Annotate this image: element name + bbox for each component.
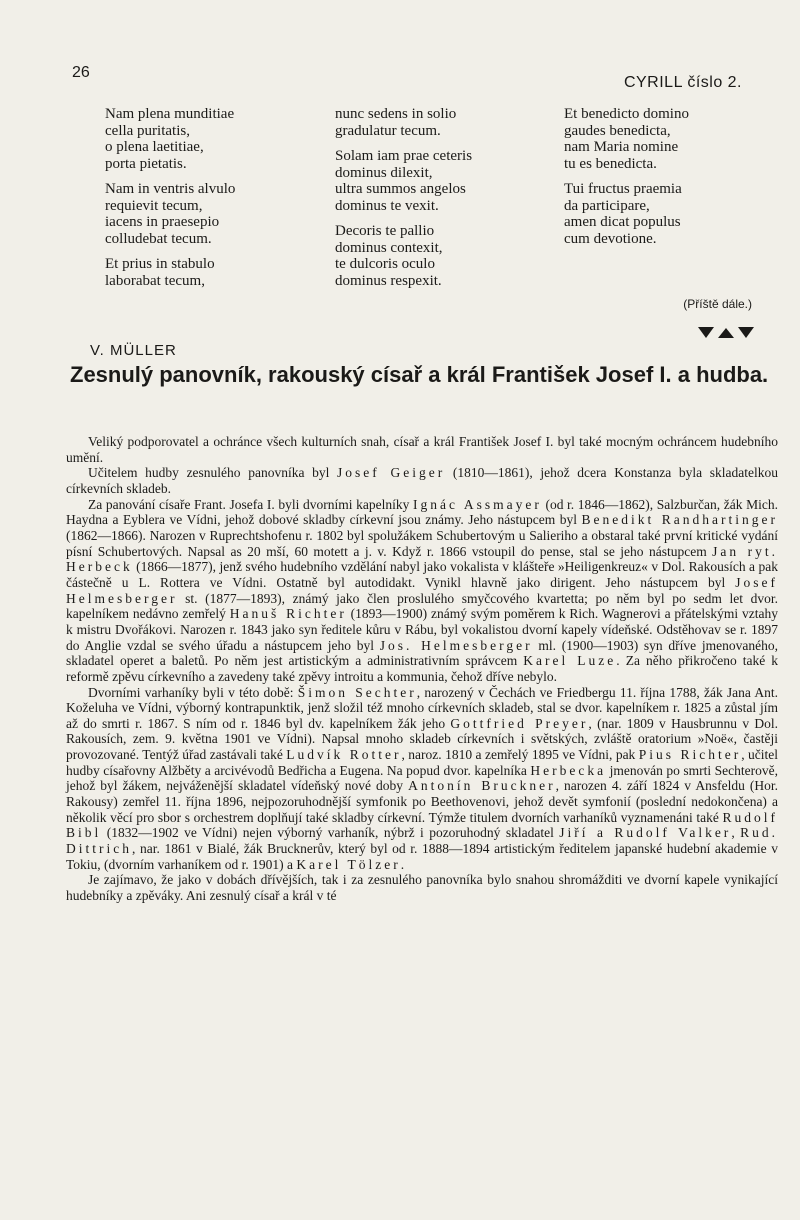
text-run: , učitel hudby císařovny Alžběty a arcivévodů Bedřicha a Eugena. Na popud dvor. kapelníka	[66, 747, 778, 778]
spaced-name: Rudolf Bibl	[66, 809, 778, 841]
poem-column	[564, 106, 764, 256]
spaced-name: Jiří a Rudolf Valker	[559, 825, 732, 841]
spaced-name: Benedikt Randhartinger	[581, 512, 778, 528]
spaced-name: Josef Geiger	[337, 465, 446, 481]
paragraph	[66, 434, 778, 465]
text-run: Dvorními varhaníky byli v této době:	[88, 684, 298, 700]
text-run: (od r. 1846—1862), Salzburčan, žák Mich. Haydna a Eyblera ve Vídni, jehož dobové skladby církevní jsou známy. Jeho nástupcem byl	[66, 496, 778, 528]
ornament-icon	[698, 326, 754, 340]
poem-line: gradulatur tecum.	[335, 122, 441, 139]
poem-line: Tui fructus praemia	[564, 181, 682, 197]
text-run: ,	[731, 825, 741, 841]
text-run: Za panování císaře Frant. Josefa I. byli dvorními kapelníky	[88, 496, 413, 512]
poem-line: tu es benedicta.	[564, 155, 657, 172]
poem-line: dominus respexit.	[335, 272, 442, 289]
poem-column	[335, 106, 535, 298]
poem-line: dominus dilexit,	[335, 164, 433, 181]
poem-line: da participare,	[564, 197, 650, 214]
text-run: Veliký podporovatel a ochránce všech kulturních snah, císař a král František Josef I. byl také mocným ochráncem hudebního umění.	[66, 434, 778, 465]
poem-line: dominus te vexit.	[335, 197, 439, 214]
poem-line: laborabat tecum,	[105, 272, 205, 289]
spaced-name: Gottfried Preyer	[450, 715, 589, 731]
spaced-name: Ludvík Rotter	[286, 747, 402, 763]
text-run: (1810—1861), jehož dcera Konstanza byla skladatelkou církevních skladeb.	[66, 465, 778, 496]
poem-line: gaudes benedicta,	[564, 122, 671, 139]
poem-line: cum devotione.	[564, 230, 657, 247]
text-run: , narozený v Čechách ve Friedbergu 11. října 1788, žák Jana Ant. Koželuha ve Vídni, výborný kontrapunktik, jenž složil též mnoho církevních skladeb, stal se dvor. kapelníkem r. 1825 a zůstal jím až do smrti r. 1867. S ním od r. 1846 byl dv. kapelníkem žák jeho	[66, 684, 779, 731]
poem	[0, 106, 800, 316]
poem-line: colludebat tecum.	[105, 230, 212, 247]
text-run: jmenován po smrti Sechterově, jehož byl žákem, nejváženější skladatel vídeňský nové doby	[66, 762, 778, 794]
spaced-name: Jos. Helmesberger	[379, 637, 533, 653]
poem-stanza	[335, 106, 535, 139]
poem-line: Nam plena munditiae	[105, 106, 235, 122]
poem-stanza	[335, 148, 535, 214]
spaced-name: Pius Richter	[638, 747, 742, 763]
text-run: , (nar. 1809 v Hausbrunnu v Dol. Rakousích, zem. 9. května 1901 ve Vídni). Napsal mnoho skladeb církevních i světských, zvláště oratorium »Noë«, častěji provozované. Tentýž úřad zastávali také	[66, 715, 779, 763]
spaced-name: Hanuš Richter	[229, 606, 347, 622]
paragraph	[66, 465, 778, 496]
poem-stanza	[564, 181, 764, 247]
text-run: , naroz. 1810 a zemřelý 1895 ve Vídni, pak	[401, 747, 639, 763]
poem-line: o plena laetitiae,	[105, 139, 204, 155]
poem-line: te dulcoris oculo	[335, 256, 435, 272]
spaced-name: Ignác Assmayer	[412, 496, 542, 512]
text-run: .	[400, 856, 405, 872]
spaced-name: Antonín Bruckner	[408, 778, 556, 794]
text-run: Je zajímavo, že jako v dobách dřívějších, tak i za zesnulého panovníka bylo snahou shromážditi ve dvorní kapele vynikající hudebníky a zpěváky. Ani zesnulý císař a král v té	[66, 872, 778, 904]
poem-line: Solam iam prae ceteris	[335, 148, 473, 164]
text-run: (1866—1877), jenž svého hudebního vzdělání nabyl jako vokalista v klášteře »Heiligenkreuz« v Dol. Rakousích a pak částečně u L. Rottera ve Vídni. Ostatně byl autodidakt. Vynikl hlavně jako dirigent. Jeho nástupcem byl	[66, 559, 778, 590]
text-run: ml. (1900—1903) syn dříve jmenovaného, skladatel operet a baletů. Po něm jest artistickým a administrativním správcem	[66, 637, 778, 669]
poem-line: Decoris te pallio	[335, 223, 435, 239]
poem-line: nunc sedens in solio	[335, 106, 457, 122]
poem-line: cella puritatis,	[105, 122, 190, 139]
poem-line: iacens in praesepio	[105, 214, 220, 230]
running-head: CYRILL číslo 2.	[623, 74, 742, 91]
poem-stanza	[105, 256, 305, 289]
spaced-name: Karel Tölzer	[296, 856, 401, 872]
article-body	[66, 434, 778, 904]
text-run: , narozen 4. září 1824 v Ansfeldu (Hor. Rakousy) zemřel 11. října 1896, nejpozoruhodnější symfonik po Beethovenovi, jehož devět symfonií (poslední nedokončena) a několik věcí pro sbor s orchestrem doplňují také skladby církevní. Týmže titulem dvorních varhaníků vyznamenáni také	[66, 778, 778, 825]
poem-line: nam Maria nomine	[564, 139, 679, 155]
continued-note: (Příště dále.)	[683, 297, 752, 311]
paragraph	[66, 872, 778, 903]
poem-stanza	[105, 106, 305, 172]
text-run: (1862—1866). Narozen v Ruprechtshofenu r. 1802 byl spolužákem Schubertovým u Salieriho a obstaral také první kritické vydání písní Schubertových. Napsal as 20 mší, 60 motett a j. v. Když r. 1866 vstoupil do pense, stal se jeho nástupcem	[66, 527, 778, 559]
page-number: 26	[72, 64, 90, 81]
paragraph	[66, 497, 778, 685]
poem-line: Et prius in stabulo	[105, 256, 215, 272]
poem-line: ultra summos angelos	[335, 181, 466, 197]
spaced-name: Rud. Dittrich	[66, 825, 779, 857]
text-run: (1832—1902 ve Vídni) nejen výborný varhaník, nýbrž i pozoruhodný skladatel	[101, 825, 560, 841]
poem-column	[105, 106, 305, 298]
poem-line: dominus contexit,	[335, 239, 443, 256]
poem-line: Nam in ventris alvulo	[105, 181, 236, 197]
text-run: . Za něho přikročeno také k reformě zpěvu církevního a zavedeny také zpěvy introitu a kommunia, čehož dříve nebylo.	[66, 653, 778, 684]
paragraph	[66, 685, 778, 873]
poem-line: requievit tecum,	[105, 197, 203, 214]
text-run: Učitelem hudby zesnulého panovníka byl	[88, 465, 338, 481]
text-run: , nar. 1861 v Bialé, žák Brucknerův, který byl od r. 1888—1894 artistickým ředitelem japanské hudební akademie v Tokiu, (dvorním varhaníkem od r. 1901) a	[66, 841, 778, 872]
spaced-name: Karel Luze	[523, 653, 617, 669]
poem-stanza	[105, 181, 305, 247]
spaced-name: Josef Helmesberger	[66, 574, 778, 606]
poem-line: porta pietatis.	[105, 155, 187, 172]
poem-line: amen dicat populus	[564, 214, 681, 230]
poem-stanza	[335, 223, 535, 289]
spaced-name: Herbecka	[530, 762, 607, 778]
spaced-name: Šimon Sechter	[297, 684, 417, 700]
article-title: Zesnulý panovník, rakouský císař a král František Josef I. a hudba.	[70, 362, 769, 387]
article-author: V. MÜLLER	[90, 342, 177, 359]
spaced-name: Jan ryt. Herbeck	[66, 543, 778, 575]
poem-stanza	[564, 106, 764, 172]
text-run: (1893—1900) známý svým poměrem k Rich. Wagnerovi a přátelskými vztahy k mistru Dvořákovi. Narozen r. 1843 jako syn ředitele kůru v Rábu, byl vokalistou dvorní kapely vídeňské. Odstěhovav se r. 1897 do Anglie vzdal se svého úřadu a nástupcem jeho byl	[66, 606, 779, 653]
text-run: st. (1877—1893), známý jako člen proslulého smyčcového kvartetta; po něm byl po sedm let dvor. kapelníkem nedávno zemřelý	[66, 590, 778, 622]
poem-line: Et benedicto domino	[564, 106, 689, 122]
